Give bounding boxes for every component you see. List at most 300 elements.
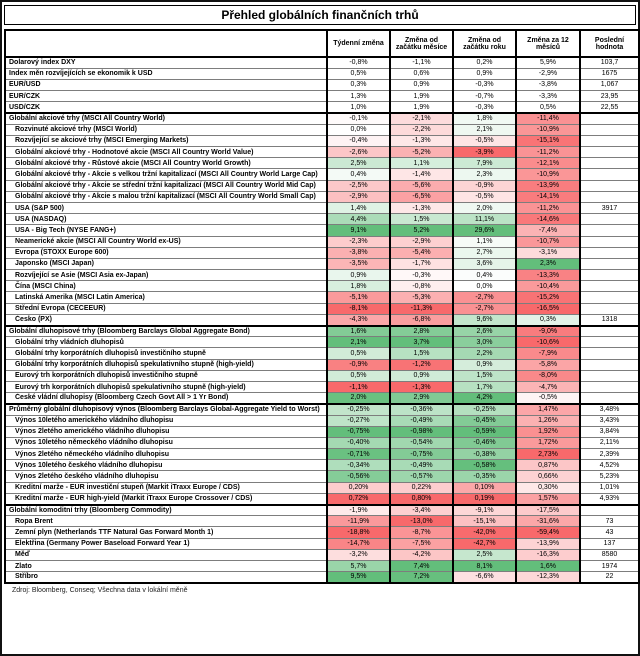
- last-value-cell: 73: [580, 516, 639, 527]
- row-label: Globální komoditní trhy (Bloomberg Commodity): [5, 505, 327, 516]
- change-value-cell: 0,9%: [390, 370, 453, 381]
- change-value-cell: -42,7%: [453, 538, 516, 549]
- change-value-cell: 9,1%: [327, 225, 390, 236]
- table-row: [5, 68, 639, 79]
- row-label: Index měn rozvíjejících se ekonomik k USD: [5, 68, 327, 79]
- change-value-cell: 1,1%: [453, 236, 516, 247]
- change-value-cell: 0,80%: [390, 493, 453, 504]
- change-value-cell: -2,1%: [390, 113, 453, 124]
- change-value-cell: 1,4%: [327, 202, 390, 213]
- change-value-cell: -0,1%: [327, 113, 390, 124]
- change-value-cell: -0,59%: [453, 426, 516, 437]
- last-value-cell: 3,43%: [580, 415, 639, 426]
- change-value-cell: -0,75%: [390, 449, 453, 460]
- change-value-cell: -0,27%: [327, 415, 390, 426]
- change-value-cell: -0,5%: [453, 135, 516, 146]
- table-row: [5, 460, 639, 471]
- change-value-cell: -4,2%: [390, 549, 453, 560]
- change-value-cell: -0,3%: [390, 270, 453, 281]
- row-label: Kreditní marže - EUR investiční stupeň (Markit iTraxx Europe / CDS): [5, 482, 327, 493]
- column-header: Týdenní změna: [327, 30, 390, 57]
- row-label: České vládní dluhopisy (Bloomberg Czech Govt All > 1 Yr Bond): [5, 393, 327, 404]
- change-value-cell: -1,3%: [390, 135, 453, 146]
- change-value-cell: 0,72%: [327, 493, 390, 504]
- change-value-cell: -5,4%: [390, 247, 453, 258]
- change-value-cell: 5,9%: [516, 57, 580, 68]
- change-value-cell: -2,2%: [390, 124, 453, 135]
- change-value-cell: 0,19%: [453, 493, 516, 504]
- change-value-cell: -1,2%: [390, 359, 453, 370]
- table-row: [5, 124, 639, 135]
- table-row: [5, 270, 639, 281]
- source-note: Zdroj: Bloomberg, Conseq; Všechna data v lokální měně: [12, 586, 188, 594]
- last-value-cell: [580, 247, 639, 258]
- table-header: [5, 30, 639, 57]
- column-header: Změna od začátku roku: [453, 30, 516, 57]
- table-row: [5, 572, 639, 583]
- change-value-cell: -0,8%: [327, 57, 390, 68]
- change-value-cell: 0,9%: [327, 270, 390, 281]
- row-label: USA - Big Tech (NYSE FANG+): [5, 225, 327, 236]
- change-value-cell: -0,9%: [327, 359, 390, 370]
- change-value-cell: -6,8%: [390, 314, 453, 325]
- change-value-cell: -4,3%: [327, 314, 390, 325]
- change-value-cell: -13,9%: [516, 538, 580, 549]
- change-value-cell: -3,8%: [516, 79, 580, 90]
- last-value-cell: [580, 135, 639, 146]
- change-value-cell: 1,47%: [516, 404, 580, 415]
- change-value-cell: -0,49%: [390, 415, 453, 426]
- change-value-cell: -5,8%: [516, 359, 580, 370]
- change-value-cell: -6,6%: [453, 572, 516, 583]
- last-value-cell: 4,93%: [580, 493, 639, 504]
- last-value-cell: 4,52%: [580, 460, 639, 471]
- table-row: [5, 236, 639, 247]
- change-value-cell: 2,8%: [390, 326, 453, 337]
- change-value-cell: 0,9%: [390, 79, 453, 90]
- change-value-cell: 7,4%: [390, 560, 453, 571]
- row-label: Dolarový index DXY: [5, 57, 327, 68]
- last-value-cell: [580, 505, 639, 516]
- change-value-cell: -0,98%: [390, 426, 453, 437]
- change-value-cell: 5,7%: [327, 560, 390, 571]
- change-value-cell: 2,1%: [327, 337, 390, 348]
- change-value-cell: -8,7%: [390, 527, 453, 538]
- change-value-cell: -15,1%: [516, 135, 580, 146]
- change-value-cell: 2,1%: [453, 124, 516, 135]
- change-value-cell: 2,3%: [453, 169, 516, 180]
- row-label: Elektřina (Germany Power Baseload Forward Year 1): [5, 538, 327, 549]
- row-label: Globální trhy korporátních dluhopisů investičního stupně: [5, 348, 327, 359]
- last-value-cell: 1,01%: [580, 482, 639, 493]
- table-row: [5, 91, 639, 102]
- change-value-cell: -2,9%: [390, 236, 453, 247]
- table-row: [5, 549, 639, 560]
- row-label: Globální akciové trhy (MSCI All Country World): [5, 113, 327, 124]
- change-value-cell: -5,1%: [327, 292, 390, 303]
- last-value-cell: [580, 180, 639, 191]
- change-value-cell: -6,5%: [390, 191, 453, 202]
- row-label: Výnos 2letého německého vládního dluhopisu: [5, 449, 327, 460]
- row-label: Eurový trh korporátních dluhopisů spekulativního stupně (high-yield): [5, 381, 327, 392]
- change-value-cell: 11,1%: [453, 214, 516, 225]
- change-value-cell: 0,3%: [327, 79, 390, 90]
- change-value-cell: 0,5%: [327, 348, 390, 359]
- change-value-cell: -11,4%: [516, 113, 580, 124]
- change-value-cell: 2,0%: [453, 202, 516, 213]
- change-value-cell: 3,0%: [453, 337, 516, 348]
- change-value-cell: -0,58%: [453, 460, 516, 471]
- row-label: Globální dluhopisové trhy (Bloomberg Barclays Global Aggregate Bond): [5, 326, 327, 337]
- row-label: USA (S&P 500): [5, 202, 327, 213]
- last-value-cell: 137: [580, 538, 639, 549]
- change-value-cell: -10,6%: [516, 337, 580, 348]
- table-row: [5, 415, 639, 426]
- change-value-cell: -1,7%: [390, 258, 453, 269]
- table-row: [5, 471, 639, 482]
- change-value-cell: 5,2%: [390, 225, 453, 236]
- row-label: Globální akciové trhy - Akcie s malou tržní kapitalizací (MSCI All Country World Small Cap): [5, 191, 327, 202]
- change-value-cell: -10,9%: [516, 124, 580, 135]
- change-value-cell: -2,3%: [327, 236, 390, 247]
- change-value-cell: 0,2%: [453, 57, 516, 68]
- table-row: [5, 57, 639, 68]
- change-value-cell: 0,0%: [453, 281, 516, 292]
- change-value-cell: -3,4%: [390, 505, 453, 516]
- last-value-cell: 1318: [580, 314, 639, 325]
- table-row: [5, 516, 639, 527]
- last-value-cell: 2,39%: [580, 449, 639, 460]
- row-label: Latinská Amerika (MSCI Latin America): [5, 292, 327, 303]
- change-value-cell: 1,8%: [327, 281, 390, 292]
- change-value-cell: -4,7%: [516, 381, 580, 392]
- change-value-cell: 0,3%: [516, 314, 580, 325]
- row-label: Rozvíjející se akciové trhy (MSCI Emerging Markets): [5, 135, 327, 146]
- table-row: [5, 180, 639, 191]
- change-value-cell: 0,5%: [516, 102, 580, 113]
- table-row: [5, 191, 639, 202]
- table-row: [5, 169, 639, 180]
- change-value-cell: 2,0%: [327, 393, 390, 404]
- row-label: USA (NASDAQ): [5, 214, 327, 225]
- row-label: Japonsko (MSCI Japan): [5, 258, 327, 269]
- last-value-cell: 3917: [580, 202, 639, 213]
- change-value-cell: -59,4%: [516, 527, 580, 538]
- change-value-cell: 0,66%: [516, 471, 580, 482]
- change-value-cell: 2,73%: [516, 449, 580, 460]
- table-row: [5, 359, 639, 370]
- last-value-cell: [580, 270, 639, 281]
- change-value-cell: -0,25%: [327, 404, 390, 415]
- change-value-cell: -3,1%: [516, 247, 580, 258]
- last-value-cell: [580, 124, 639, 135]
- column-header: Změna za 12 měsíců: [516, 30, 580, 57]
- last-value-cell: [580, 169, 639, 180]
- change-value-cell: -0,34%: [327, 460, 390, 471]
- change-value-cell: -0,75%: [327, 426, 390, 437]
- change-value-cell: -18,8%: [327, 527, 390, 538]
- column-header: Poslední hodnota: [580, 30, 639, 57]
- table-row: [5, 437, 639, 448]
- row-label: Rozvinuté akciové trhy (MSCI World): [5, 124, 327, 135]
- row-label: Výnos 2letého českého vládního dluhopisu: [5, 471, 327, 482]
- change-value-cell: -1,1%: [327, 381, 390, 392]
- table-row: [5, 79, 639, 90]
- last-value-cell: 3,48%: [580, 404, 639, 415]
- change-value-cell: -9,1%: [453, 505, 516, 516]
- last-value-cell: 23,95: [580, 91, 639, 102]
- change-value-cell: -8,0%: [516, 370, 580, 381]
- change-value-cell: -1,1%: [390, 57, 453, 68]
- table-row: [5, 538, 639, 549]
- change-value-cell: 3,6%: [453, 258, 516, 269]
- row-label: Eurový trh korporátních dluhopisů investičního stupně: [5, 370, 327, 381]
- row-label: Výnos 10letého amerického vládního dluhopisu: [5, 415, 327, 426]
- change-value-cell: 1,9%: [390, 102, 453, 113]
- change-value-cell: 29,6%: [453, 225, 516, 236]
- change-value-cell: -11,9%: [327, 516, 390, 527]
- last-value-cell: [580, 393, 639, 404]
- table-row: [5, 404, 639, 415]
- change-value-cell: -3,5%: [327, 258, 390, 269]
- last-value-cell: [580, 158, 639, 169]
- change-value-cell: -0,57%: [390, 471, 453, 482]
- last-value-cell: [580, 381, 639, 392]
- row-label: Výnos 10letého českého vládního dluhopisu: [5, 460, 327, 471]
- row-label: Globální trhy vládních dluhopisů: [5, 337, 327, 348]
- change-value-cell: -12,1%: [516, 158, 580, 169]
- last-value-cell: [580, 326, 639, 337]
- last-value-cell: 22,55: [580, 102, 639, 113]
- change-value-cell: -17,5%: [516, 505, 580, 516]
- change-value-cell: -1,9%: [327, 505, 390, 516]
- last-value-cell: 1675: [580, 68, 639, 79]
- change-value-cell: -0,56%: [327, 471, 390, 482]
- change-value-cell: -14,1%: [516, 191, 580, 202]
- row-label: Neamerické akcie (MSCI All Country World ex-US): [5, 236, 327, 247]
- change-value-cell: 0,5%: [327, 68, 390, 79]
- change-value-cell: 7,9%: [453, 158, 516, 169]
- change-value-cell: -0,45%: [453, 415, 516, 426]
- row-label: Čína (MSCI China): [5, 281, 327, 292]
- change-value-cell: -2,5%: [327, 180, 390, 191]
- change-value-cell: -0,5%: [516, 393, 580, 404]
- table-row: [5, 482, 639, 493]
- change-value-cell: 8,1%: [453, 560, 516, 571]
- change-value-cell: -13,3%: [516, 270, 580, 281]
- change-value-cell: -2,9%: [327, 191, 390, 202]
- change-value-cell: 0,9%: [453, 68, 516, 79]
- change-value-cell: -10,4%: [516, 281, 580, 292]
- change-value-cell: -3,8%: [327, 247, 390, 258]
- change-value-cell: 2,3%: [516, 258, 580, 269]
- change-value-cell: -5,3%: [390, 292, 453, 303]
- row-label: Výnos 2letého amerického vládního dluhopisu: [5, 426, 327, 437]
- change-value-cell: 0,9%: [453, 359, 516, 370]
- change-value-cell: -31,6%: [516, 516, 580, 527]
- last-value-cell: [580, 337, 639, 348]
- table-row: [5, 505, 639, 516]
- change-value-cell: -11,2%: [516, 147, 580, 158]
- row-label: Globální akciové trhy - Růstové akcie (MSCI All Country World Growth): [5, 158, 327, 169]
- change-value-cell: -7,5%: [390, 538, 453, 549]
- change-value-cell: 2,5%: [453, 549, 516, 560]
- change-value-cell: 3,7%: [390, 337, 453, 348]
- change-value-cell: -2,7%: [453, 292, 516, 303]
- table-row: [5, 247, 639, 258]
- row-label: Výnos 10letého německého vládního dluhopisu: [5, 437, 327, 448]
- change-value-cell: 2,9%: [390, 393, 453, 404]
- change-value-cell: -14,7%: [327, 538, 390, 549]
- change-value-cell: 0,6%: [390, 68, 453, 79]
- change-value-cell: -0,49%: [390, 460, 453, 471]
- change-value-cell: -0,54%: [390, 437, 453, 448]
- row-label: Globální akciové trhy - Akcie se střední tržní kapitalizací (MSCI All Country World Mid Cap): [5, 180, 327, 191]
- change-value-cell: -0,3%: [453, 102, 516, 113]
- change-value-cell: -8,1%: [327, 303, 390, 314]
- change-value-cell: 0,22%: [390, 482, 453, 493]
- table-row: [5, 381, 639, 392]
- table-row: [5, 158, 639, 169]
- change-value-cell: -10,7%: [516, 236, 580, 247]
- last-value-cell: [580, 214, 639, 225]
- last-value-cell: 22: [580, 572, 639, 583]
- last-value-cell: [580, 236, 639, 247]
- change-value-cell: -7,9%: [516, 348, 580, 359]
- row-label: EUR/CZK: [5, 91, 327, 102]
- change-value-cell: 1,5%: [390, 348, 453, 359]
- row-label: Měď: [5, 549, 327, 560]
- table-row: [5, 281, 639, 292]
- row-label: Ropa Brent: [5, 516, 327, 527]
- change-value-cell: -2,6%: [327, 147, 390, 158]
- column-header-row: [5, 30, 639, 57]
- table-row: [5, 102, 639, 113]
- last-value-cell: 8580: [580, 549, 639, 560]
- table-row: [5, 426, 639, 437]
- table-row: [5, 337, 639, 348]
- change-value-cell: -10,9%: [516, 169, 580, 180]
- change-value-cell: 1,26%: [516, 415, 580, 426]
- last-value-cell: [580, 258, 639, 269]
- change-value-cell: 1,57%: [516, 493, 580, 504]
- change-value-cell: 1,9%: [390, 91, 453, 102]
- change-value-cell: -0,36%: [390, 404, 453, 415]
- change-value-cell: -0,38%: [453, 449, 516, 460]
- last-value-cell: [580, 113, 639, 124]
- change-value-cell: -14,6%: [516, 214, 580, 225]
- last-value-cell: [580, 348, 639, 359]
- change-value-cell: 0,0%: [327, 124, 390, 135]
- last-value-cell: 1,067: [580, 79, 639, 90]
- table-row: [5, 135, 639, 146]
- table-row: [5, 303, 639, 314]
- row-label: Česko (PX): [5, 314, 327, 325]
- last-value-cell: 5,23%: [580, 471, 639, 482]
- last-value-cell: 43: [580, 527, 639, 538]
- change-value-cell: -11,2%: [516, 202, 580, 213]
- change-value-cell: 2,2%: [453, 348, 516, 359]
- table-row: [5, 449, 639, 460]
- change-value-cell: 1,7%: [453, 381, 516, 392]
- change-value-cell: 9,5%: [327, 572, 390, 583]
- column-header: Změna od začátku měsíce: [390, 30, 453, 57]
- table-row: [5, 258, 639, 269]
- change-value-cell: -0,7%: [453, 91, 516, 102]
- change-value-cell: -0,4%: [327, 135, 390, 146]
- last-value-cell: [580, 191, 639, 202]
- change-value-cell: 1,72%: [516, 437, 580, 448]
- last-value-cell: 103,7: [580, 57, 639, 68]
- table-row: [5, 147, 639, 158]
- change-value-cell: 2,5%: [327, 158, 390, 169]
- change-value-cell: 1,0%: [327, 102, 390, 113]
- change-value-cell: -1,4%: [390, 169, 453, 180]
- table-row: [5, 393, 639, 404]
- table-row: [5, 527, 639, 538]
- row-label: Globální trhy korporátních dluhopisů spekulativního stupně (high-yield): [5, 359, 327, 370]
- change-value-cell: 1,3%: [327, 91, 390, 102]
- change-value-cell: -0,35%: [453, 471, 516, 482]
- last-value-cell: [580, 147, 639, 158]
- change-value-cell: -11,3%: [390, 303, 453, 314]
- table-body: [5, 57, 639, 583]
- last-value-cell: [580, 225, 639, 236]
- change-value-cell: -0,71%: [327, 449, 390, 460]
- change-value-cell: -3,3%: [516, 91, 580, 102]
- change-value-cell: -0,8%: [390, 281, 453, 292]
- change-value-cell: 1,5%: [453, 370, 516, 381]
- change-value-cell: -5,6%: [390, 180, 453, 191]
- change-value-cell: 1,1%: [390, 158, 453, 169]
- row-label-header: [5, 30, 327, 57]
- change-value-cell: -0,5%: [453, 191, 516, 202]
- change-value-cell: -42,0%: [453, 527, 516, 538]
- change-value-cell: -16,3%: [516, 549, 580, 560]
- table-row: [5, 225, 639, 236]
- table-row: [5, 370, 639, 381]
- change-value-cell: 4,2%: [453, 393, 516, 404]
- table-row: [5, 113, 639, 124]
- last-value-cell: 1974: [580, 560, 639, 571]
- change-value-cell: 1,5%: [390, 214, 453, 225]
- table-row: [5, 202, 639, 213]
- row-label: Globální akciové trhy - Akcie s velkou tržní kapitalizací (MSCI All Country World Large Cap): [5, 169, 327, 180]
- change-value-cell: -16,5%: [516, 303, 580, 314]
- change-value-cell: -9,0%: [516, 326, 580, 337]
- row-label: Zlato: [5, 560, 327, 571]
- change-value-cell: -3,9%: [453, 147, 516, 158]
- change-value-cell: -12,3%: [516, 572, 580, 583]
- change-value-cell: -15,2%: [516, 292, 580, 303]
- change-value-cell: -15,1%: [453, 516, 516, 527]
- change-value-cell: 9,6%: [453, 314, 516, 325]
- table-row: [5, 493, 639, 504]
- change-value-cell: 0,4%: [453, 270, 516, 281]
- row-label: Globální akciové trhy - Hodnotové akcie (MSCI All Country World Value): [5, 147, 327, 158]
- change-value-cell: -13,9%: [516, 180, 580, 191]
- change-value-cell: -2,7%: [453, 303, 516, 314]
- change-value-cell: 1,6%: [327, 326, 390, 337]
- row-label: Střední Evropa (CECEEUR): [5, 303, 327, 314]
- change-value-cell: 7,2%: [390, 572, 453, 583]
- change-value-cell: 0,20%: [327, 482, 390, 493]
- change-value-cell: 0,30%: [516, 482, 580, 493]
- last-value-cell: [580, 292, 639, 303]
- change-value-cell: -2,9%: [516, 68, 580, 79]
- row-label: Průměrný globální dluhopisový výnos (Bloomberg Barclays Global-Aggregate Yield to Worst): [5, 404, 327, 415]
- table-row: [5, 348, 639, 359]
